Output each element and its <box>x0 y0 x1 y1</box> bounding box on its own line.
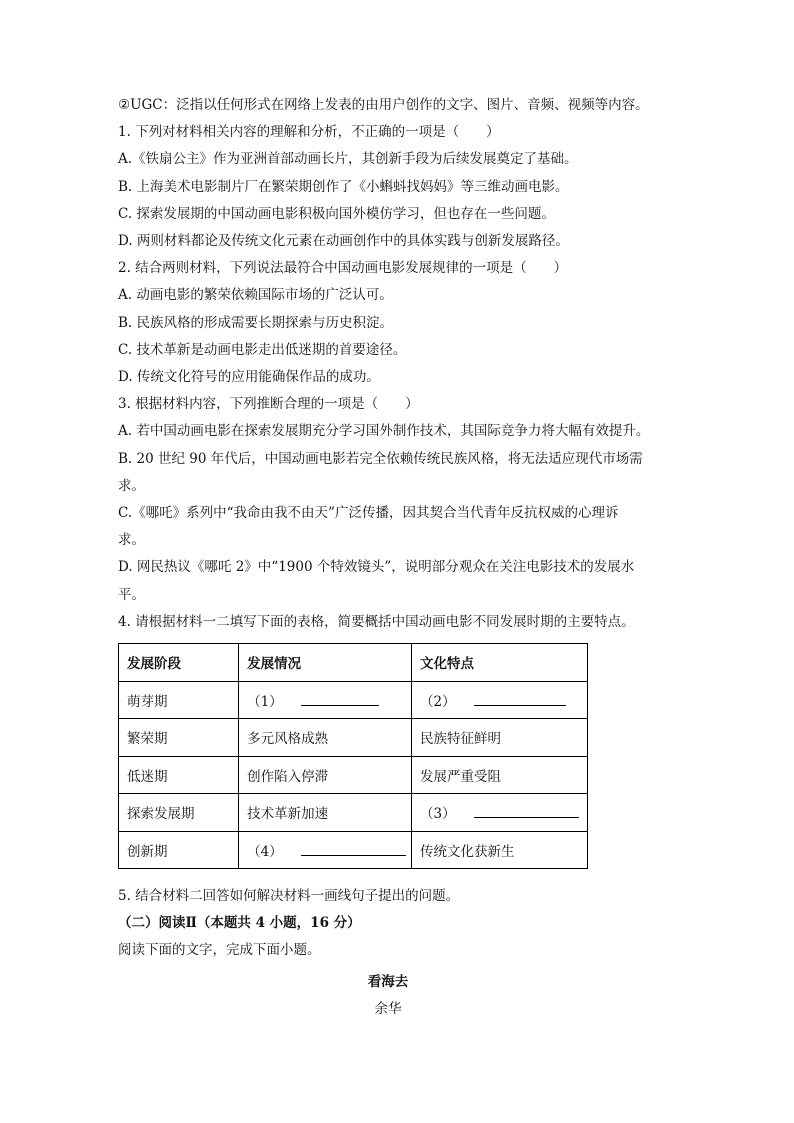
question-3-option-b-cont: 求。 <box>118 477 145 494</box>
table-cell: 创新期 <box>119 831 239 869</box>
question-1-option-d: D. 两则材料都论及传统文化元素在动画创作中的具体实践与创新发展路径。 <box>118 233 569 250</box>
question-3-option-d-cont: 平。 <box>118 586 145 603</box>
question-3-option-a: A. 若中国动画电影在探索发展期充分学习国外制作技术，其国际竞争力将大幅有效提升。 <box>118 423 650 440</box>
exam-page <box>118 92 678 1023</box>
question-1-option-c: C. 探索发展期的中国动画电影积极向国外模仿学习，但也存在一些问题。 <box>118 205 555 222</box>
section-heading: （二）阅读Ⅱ（本题共 4 小题，16 分） <box>118 915 361 932</box>
question-3-option-d: D. 网民热议《哪吒 2》中“1900 个特效镜头”，说明部分观众在关注电影技术的发展水 <box>118 559 635 576</box>
answer-blank-1[interactable] <box>301 692 379 706</box>
article-author: 余华 <box>374 1000 402 1017</box>
table-cell: 繁荣期 <box>119 719 239 757</box>
question-2-stem: 2. 结合两则材料，下列说法最符合中国动画电影发展规律的一项是（ ） <box>118 260 568 277</box>
table-cell-blank: （2） <box>411 681 587 719</box>
table-header: 发展阶段 <box>119 644 239 682</box>
question-3-option-c: C.《哪吒》系列中“我命由我不由天”广泛传播，因其契合当代青年反抗权威的心理诉 <box>118 505 619 522</box>
table-cell: 多元风格成熟 <box>239 719 412 757</box>
question-3-option-b: B. 20 世纪 90 年代后，中国动画电影若完全依赖传统民族风格，将无法适应现代市场需 <box>118 450 643 467</box>
table-header: 文化特点 <box>411 644 587 682</box>
question-2-option-d: D. 传统文化符号的应用能确保作品的成功。 <box>118 369 380 386</box>
question-3-stem: 3. 根据材料内容，下列推断合理的一项是（ ） <box>118 396 419 413</box>
table-cell: 民族特征鲜明 <box>411 719 587 757</box>
question-1-option-a: A.《铁扇公主》作为亚洲首部动画长片，其创新手段为后续发展奠定了基础。 <box>118 151 578 168</box>
table-cell: 传统文化获新生 <box>411 831 587 869</box>
article-title: 看海去 <box>367 973 409 990</box>
table-cell: 技术革新加速 <box>239 794 412 832</box>
question-4-stem: 4. 请根据材料一二填写下面的表格，简要概括中国动画电影不同发展时期的主要特点。 <box>118 613 635 630</box>
table-row <box>119 831 588 869</box>
table-cell-blank: （3） <box>411 794 587 832</box>
table-cell-blank: （1） <box>239 681 412 719</box>
question-2-option-b: B. 民族风格的形成需要长期探索与历史积淀。 <box>118 314 394 331</box>
table-header: 发展情况 <box>239 644 412 682</box>
table-row <box>119 681 588 719</box>
table-row <box>119 756 588 794</box>
table-row <box>119 794 588 832</box>
table-cell: 发展严重受阻 <box>411 756 587 794</box>
table-cell: 萌芽期 <box>119 681 239 719</box>
table-cell: 创作陷入停滞 <box>239 756 412 794</box>
development-stages-table <box>118 643 588 869</box>
table-row <box>119 719 588 757</box>
answer-blank-2[interactable] <box>474 692 566 706</box>
reading-instruction: 阅读下面的文字，完成下面小题。 <box>118 942 321 959</box>
question-2-option-a: A. 动画电影的繁荣依赖国际市场的广泛认可。 <box>118 287 393 304</box>
table-cell: 低迷期 <box>119 756 239 794</box>
table-cell-blank: （4） <box>239 831 412 869</box>
question-5-stem: 5. 结合材料二回答如何解决材料一画线句子提出的问题。 <box>118 888 460 905</box>
answer-blank-4[interactable] <box>301 842 406 856</box>
table-cell: 探索发展期 <box>119 794 239 832</box>
footnote-ugc: ②UGC：泛指以任何形式在网络上发表的由用户创作的文字、图片、音频、视频等内容。 <box>118 97 649 113</box>
question-1-stem: 1. 下列对材料相关内容的理解和分析，不正确的一项是（ ） <box>118 124 500 141</box>
question-3-option-c-cont: 求。 <box>118 532 145 549</box>
question-2-option-c: C. 技术革新是动画电影走出低迷期的首要途径。 <box>118 341 407 358</box>
table-header-row <box>119 644 588 682</box>
question-1-option-b: B. 上海美术电影制片厂在繁荣期创作了《小蝌蚪找妈妈》等三维动画电影。 <box>118 178 569 195</box>
answer-blank-3[interactable] <box>474 804 579 818</box>
